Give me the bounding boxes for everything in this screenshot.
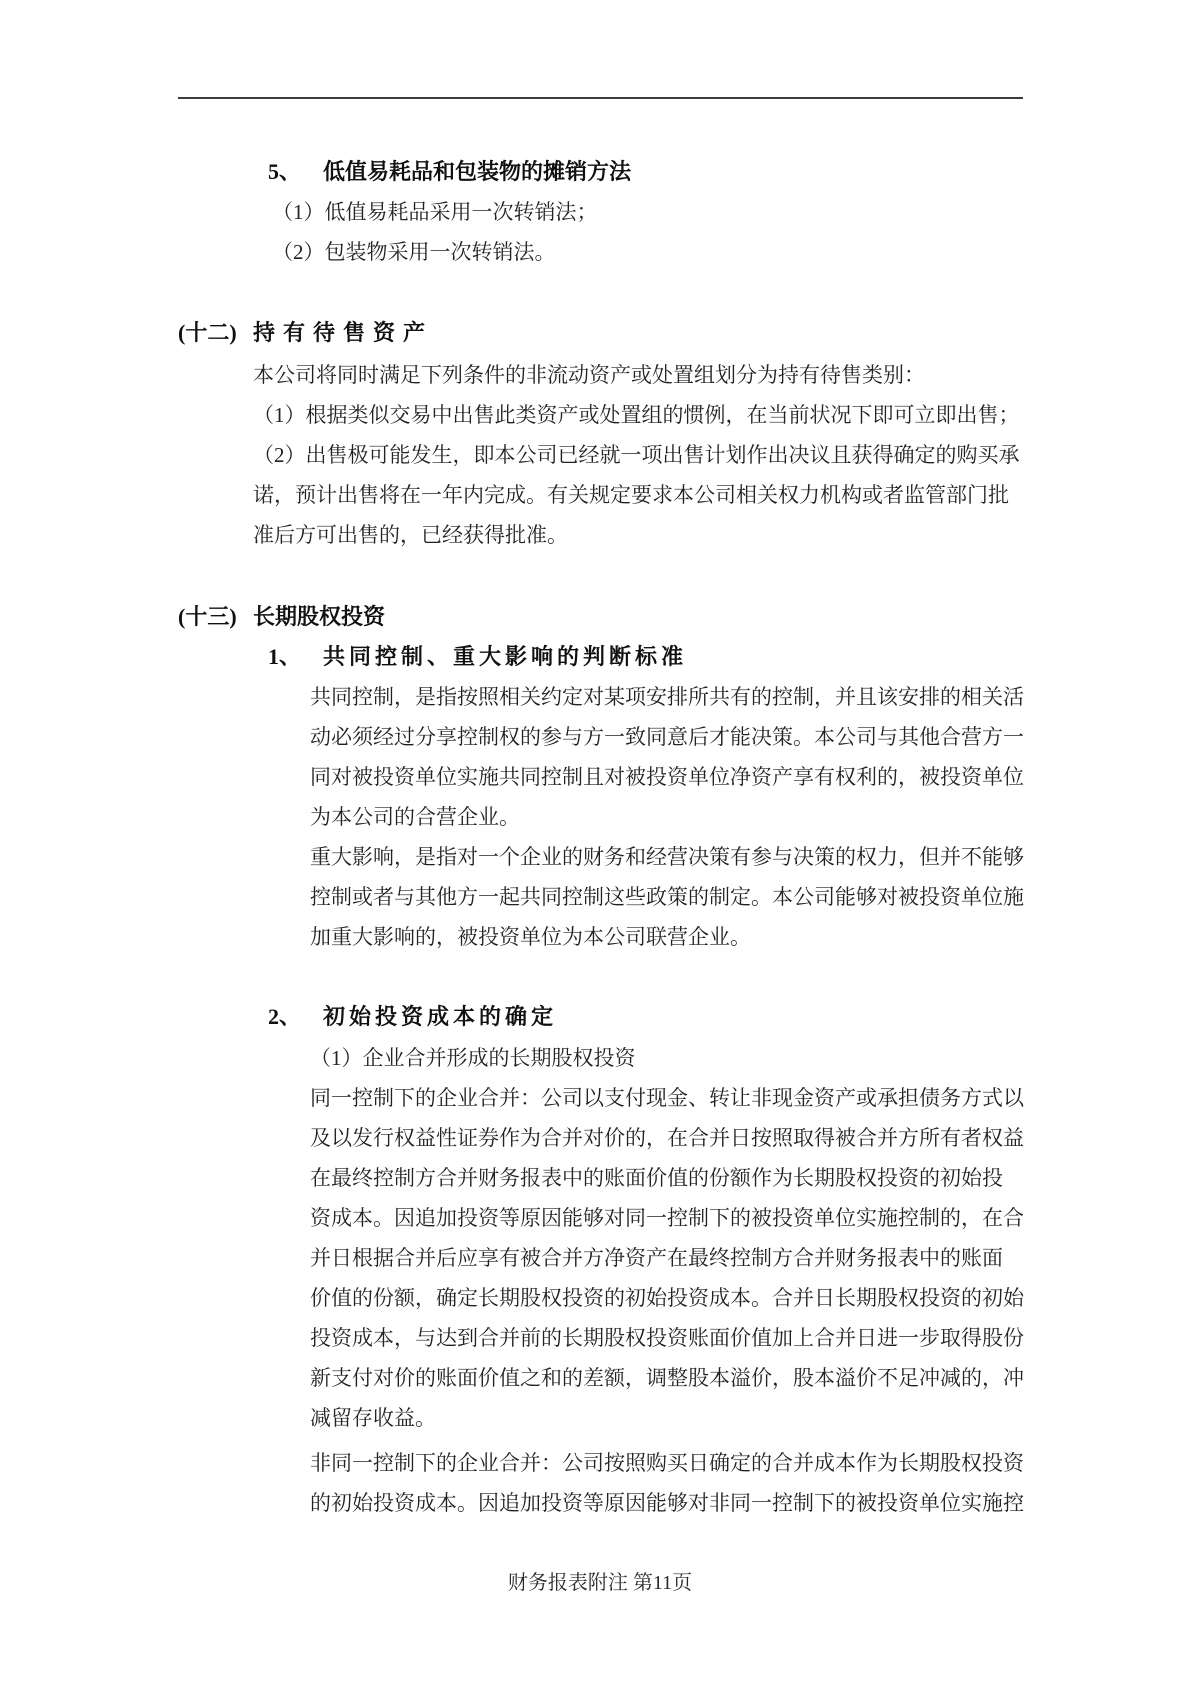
- heading-title: 共同控制、重大影响的判断标准: [323, 644, 688, 669]
- text-line: 共同控制，是指按照相关约定对某项安排所共有的控制，并且该安排的相关活: [310, 685, 1024, 709]
- text-line: 为本公司的合营企业。: [310, 805, 520, 829]
- text-line: 重大影响，是指对一个企业的财务和经营决策有参与决策的权力，但并不能够: [310, 845, 1024, 869]
- text-line: 准后方可出售的，已经获得批准。: [253, 523, 568, 547]
- text-line: 投资成本，与达到合并前的长期股权投资账面价值加上合并日进一步取得股份: [310, 1326, 1024, 1350]
- text-line: 同一控制下的企业合并：公司以支付现金、转让非现金资产或承担债务方式以: [310, 1086, 1024, 1110]
- heading-number: 1、: [268, 644, 302, 669]
- text-line: （1）根据类似交易中出售此类资产或处置组的惯例，在当前状况下即可立即出售；: [253, 403, 1020, 427]
- text-line: （2）包装物采用一次转销法。: [272, 240, 556, 264]
- section-marker: (十三): [178, 604, 237, 629]
- text-line: 动必须经过分享控制权的参与方一致同意后才能决策。本公司与其他合营方一: [310, 725, 1024, 749]
- heading-title: 初始投资成本的确定: [323, 1004, 558, 1029]
- text-line: 控制或者与其他方一起共同控制这些政策的制定。本公司能够对被投资单位施: [310, 885, 1024, 909]
- text-line: 及以发行权益性证券作为合并对价的，在合并日按照取得被合并方所有者权益: [310, 1126, 1024, 1150]
- text-line: （2）出售极可能发生，即本公司已经就一项出售计划作出决议且获得确定的购买承: [253, 443, 1020, 467]
- section-marker: (十二): [178, 320, 237, 345]
- section-12-title: [178, 313, 433, 353]
- heading-title: 低值易耗品和包装物的摊销方法: [323, 159, 632, 184]
- text-line: 新支付对价的账面价值之和的差额，调整股本溢价，股本溢价不足冲减的，冲: [310, 1366, 1024, 1390]
- text-line: 加重大影响的，被投资单位为本公司联营企业。: [310, 925, 751, 949]
- heading-2-initial-cost: [268, 997, 557, 1037]
- section-title-text: 长期股权投资: [253, 604, 386, 629]
- header-rule: [178, 97, 1023, 99]
- text-line: 的初始投资成本。因追加投资等原因能够对非同一控制下的被投资单位实施控: [310, 1491, 1024, 1515]
- text-line: 在最终控制方合并财务报表中的账面价值的份额作为长期股权投资的初始投: [310, 1166, 1003, 1190]
- heading-5-amortization: [268, 152, 631, 192]
- section-13-title: [178, 597, 385, 637]
- text-line: 诺，预计出售将在一年内完成。有关规定要求本公司相关权力机构或者监管部门批: [253, 483, 1009, 507]
- heading-1-joint-control: [268, 637, 687, 677]
- section-title-text: 持有待售资产: [253, 320, 434, 345]
- text-line: 资成本。因追加投资等原因能够对同一控制下的被投资单位实施控制的，在合: [310, 1206, 1024, 1230]
- text-line: 同对被投资单位实施共同控制且对被投资单位净资产享有权利的，被投资单位: [310, 765, 1024, 789]
- text-line: 非同一控制下的企业合并：公司按照购买日确定的合并成本作为长期股权投资: [310, 1451, 1024, 1475]
- text-line: 本公司将同时满足下列条件的非流动资产或处置组划分为持有待售类别：: [253, 363, 925, 387]
- text-line: 并日根据合并后应享有被合并方净资产在最终控制方合并财务报表中的账面: [310, 1246, 1003, 1270]
- text-line: 价值的份额，确定长期股权投资的初始投资成本。合并日长期股权投资的初始: [310, 1286, 1024, 1310]
- heading-number: 2、: [268, 1004, 302, 1029]
- text-line: 减留存收益。: [310, 1406, 436, 1430]
- text-line: （1）企业合并形成的长期股权投资: [310, 1046, 636, 1070]
- page-footer: 财务报表附注 第11页: [507, 1572, 693, 1594]
- text-line: （1）低值易耗品采用一次转销法；: [272, 200, 598, 224]
- heading-number: 5、: [268, 159, 302, 184]
